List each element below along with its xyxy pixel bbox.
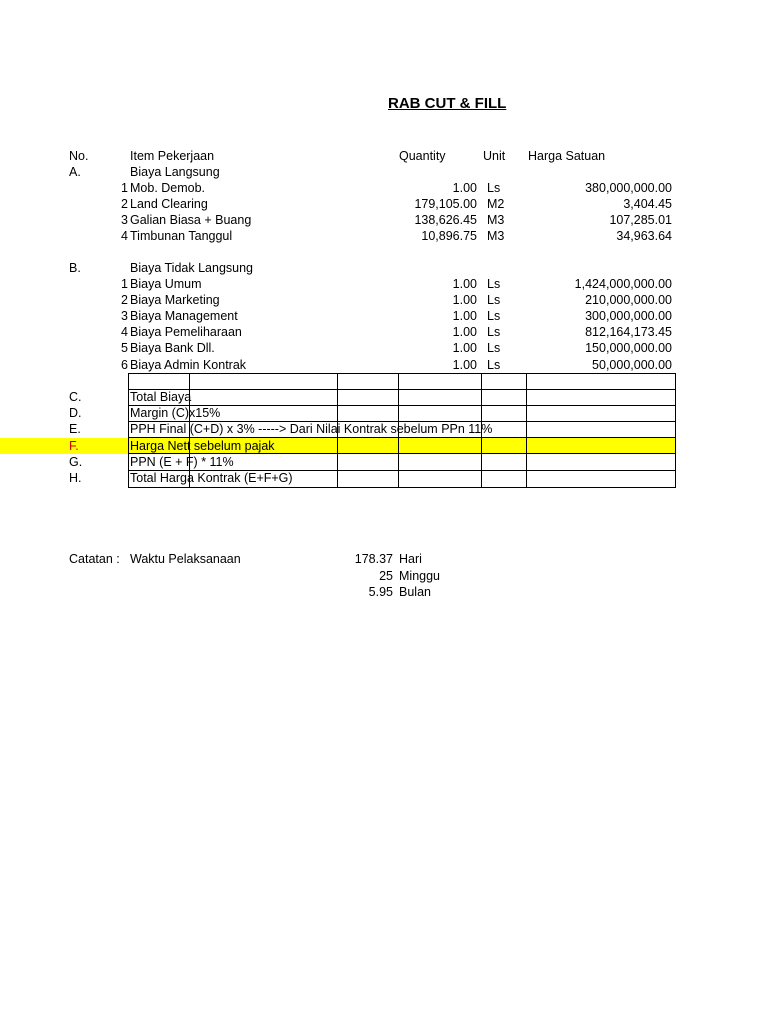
summary-letter: D. [69,406,82,420]
summary-letter: F. [69,439,79,453]
summary-letter: H. [69,471,82,485]
row-unit: Ls [487,277,501,291]
row-item: Land Clearing [130,197,208,211]
row-item: Biaya Pemeliharaan [130,325,242,339]
header-item: Item Pekerjaan [130,149,215,163]
row-unit: Ls [487,341,501,355]
section-a-label: Biaya Langsung [130,165,220,179]
row-qty: 1.00 [452,293,477,307]
row-price: 150,000,000.00 [585,341,672,355]
summary-label: Harga Nett sebelum pajak [130,439,275,453]
section-a-letter: A. [69,165,81,179]
row-qty: 1.00 [452,277,477,291]
row-item: Galian Biasa + Buang [130,213,252,227]
row-item: Biaya Umum [130,277,202,291]
row-no: 2 [121,197,128,211]
summary-label: PPN (E + F) * 11% [130,455,234,469]
duration-unit: Bulan [399,585,431,599]
row-no: 2 [121,293,128,307]
row-price: 1,424,000,000.00 [574,277,672,291]
row-no: 4 [121,229,128,243]
row-qty: 10,896.75 [421,229,477,243]
header-no: No. [69,149,89,163]
row-price: 812,164,173.45 [585,325,672,339]
summary-label: Total Harga Kontrak (E+F+G) [130,471,293,485]
row-unit: Ls [487,293,501,307]
row-qty: 1.00 [452,309,477,323]
duration-unit: Minggu [399,569,440,583]
row-price: 50,000,000.00 [592,358,672,372]
row-qty: 1.00 [452,181,477,195]
row-item: Timbunan Tanggul [130,229,233,243]
row-qty: 1.00 [452,358,477,372]
row-no: 4 [121,325,128,339]
summary-letter: E. [69,422,81,436]
duration-value: 25 [379,569,393,583]
row-item: Biaya Bank Dll. [130,341,215,355]
row-unit: M3 [487,229,505,243]
row-no: 3 [121,309,128,323]
header-quantity: Quantity [399,149,446,163]
row-qty: 179,105.00 [414,197,477,211]
row-qty: 138,626.45 [414,213,477,227]
header-price: Harga Satuan [528,149,606,163]
row-unit: Ls [487,325,501,339]
row-price: 380,000,000.00 [585,181,672,195]
row-qty: 1.00 [452,341,477,355]
summary-label: PPH Final (C+D) x 3% -----> Dari Nilai Kontrak sebelum PPn 11% [130,422,493,436]
row-price: 210,000,000.00 [585,293,672,307]
duration-value: 178.37 [354,552,393,566]
duration-unit: Hari [399,552,422,566]
header-unit: Unit [483,149,506,163]
row-price: 300,000,000.00 [585,309,672,323]
row-no: 1 [121,181,128,195]
page-title: RAB CUT & FILL [388,95,507,112]
row-qty: 1.00 [452,325,477,339]
summary-label: Margin (C)x15% [130,406,221,420]
row-unit: Ls [487,181,501,195]
row-no: 5 [121,341,128,355]
row-f-highlight [0,438,676,454]
row-item: Biaya Management [130,309,238,323]
row-price: 3,404.45 [623,197,672,211]
notes-item: Waktu Pelaksanaan [130,552,241,566]
summary-label: Total Biaya [130,390,192,404]
summary-letter: C. [69,390,82,404]
row-no: 6 [121,358,128,372]
row-unit: Ls [487,358,501,372]
row-price: 34,963.64 [616,229,672,243]
row-no: 3 [121,213,128,227]
section-b-letter: B. [69,261,81,275]
row-item: Mob. Demob. [130,181,206,195]
row-no: 1 [121,277,128,291]
row-item: Biaya Admin Kontrak [130,358,247,372]
notes-label: Catatan : [69,552,120,566]
row-unit: M3 [487,213,505,227]
row-unit: M2 [487,197,505,211]
row-item: Biaya Marketing [130,293,220,307]
duration-value: 5.95 [368,585,393,599]
section-b-label: Biaya Tidak Langsung [130,261,254,275]
summary-letter: G. [69,455,83,469]
row-price: 107,285.01 [609,213,672,227]
row-unit: Ls [487,309,501,323]
